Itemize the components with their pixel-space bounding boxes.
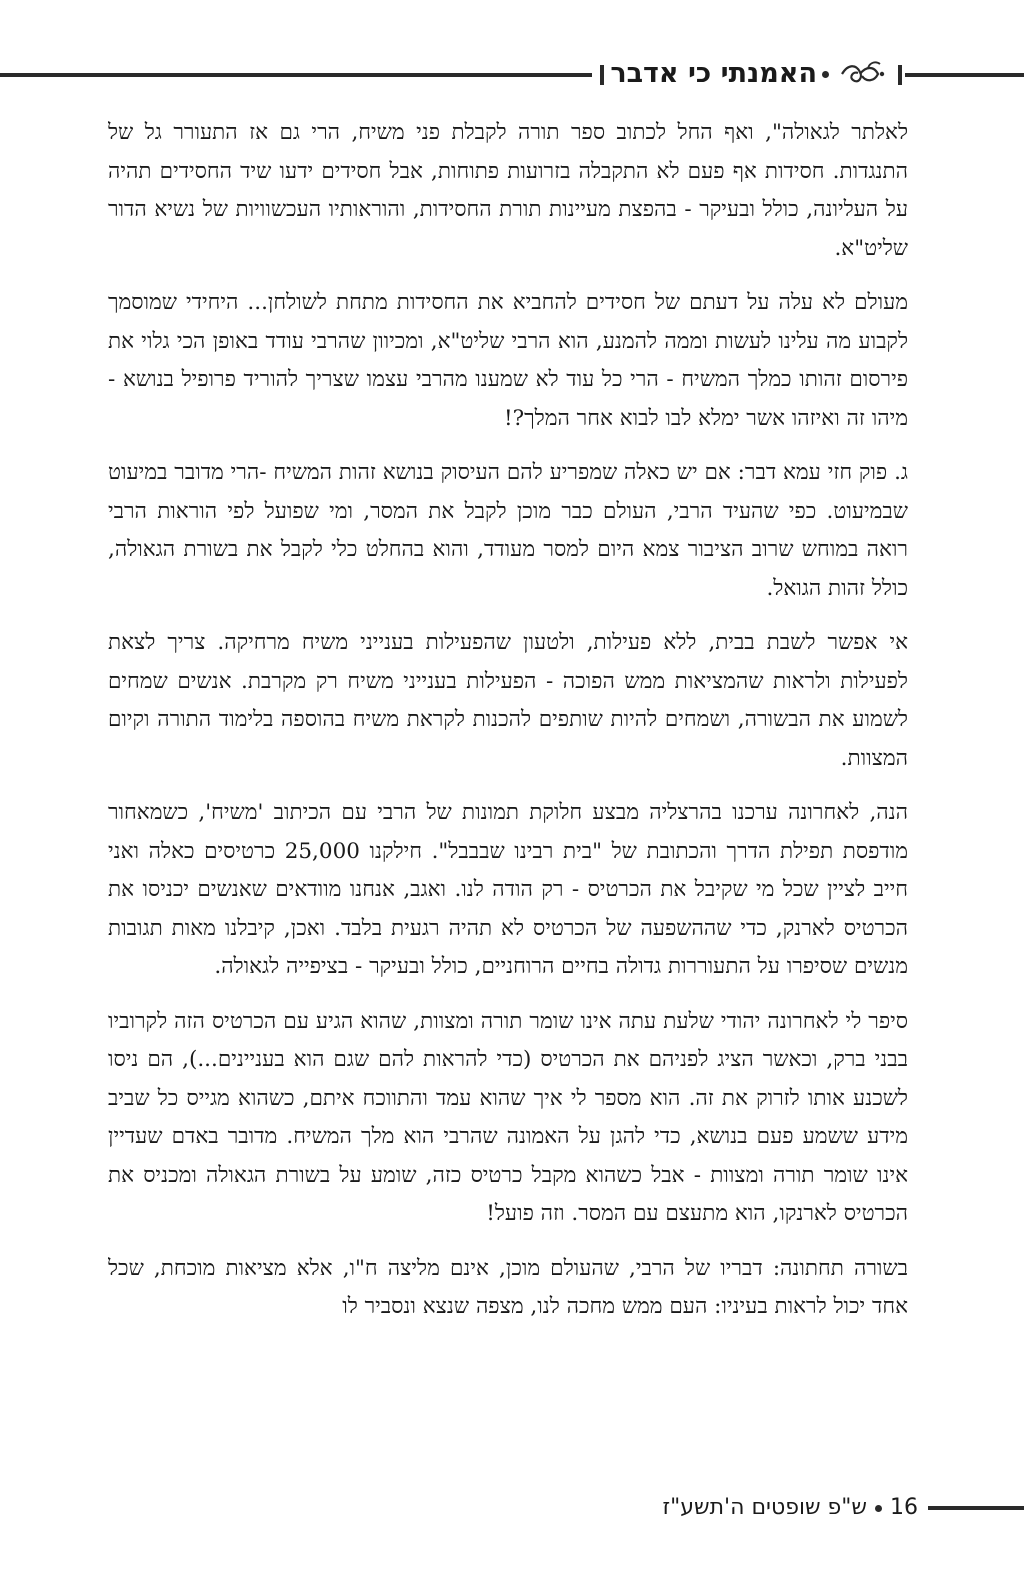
running-header-title: האמנתי כי אדבר: [610, 58, 817, 89]
flourish-ornament-icon: [838, 58, 886, 90]
header-rule-right: [905, 73, 1024, 77]
header-rule-left: [0, 73, 592, 77]
header-rule-start-tick: [898, 65, 902, 85]
running-header: [0, 56, 1024, 92]
paragraph: אי אפשר לשבת בבית, ללא פעילות, ולטעון שהפעילות בענייני משיח מרחיקה. צריך לצאת לפעילות ולראות שהמציאות ממש הפוכה - הפעילות בענייני משיח רק מקרבת. אנשים שמחים לשמוע את הבשורה, ושמחים להיות שותפים להכנות לקראת משיח בהוספה בלימוד התורה וקיום המצוות.: [108, 630, 908, 771]
footer-rule: [928, 1506, 1024, 1510]
header-rule-end-tick: [600, 65, 604, 85]
article-body: [108, 114, 908, 1434]
paragraph: ג. פוק חזי עמא דבר: אם יש כאלה שמפריע להם העיסוק בנושא זהות המשיח -הרי מדובר במיעוט שבמיעוט. כפי שהעיד הרבי, העולם כבר מוכן לקבל את המסר, ומי שפועל לפי הוראות הרבי רואה במוחש שרוב הציבור צמא היום למסר מעודד, והוא בהחלט כלי לקבל את בשורת הגאולה, כולל זהות הגואל.: [108, 460, 908, 601]
paragraph: לאלתר לגאולה", ואף החל לכתוב ספר תורה לקבלת פני משיח, הרי גם אז התעורר גל של התנגדות. חסידות אף פעם לא התקבלה בזרועות פתוחות, אבל חסידים ידעו שיד החסידים תהיה על העליונה, כולל ובעיקר - בהפצת מעיינות תורת החסידות, והוראותיו העכשוויות של נשיא הדור שליט"א.: [108, 120, 908, 261]
footer-text: [600, 1488, 918, 1528]
paragraph: סיפר לי לאחרונה יהודי שלעת עתה אינו שומר תורה ומצוות, שהוא הגיע עם הכרטיס הזה לקרוביו בבני ברק, וכאשר הציג לפניהם את הכרטיס (כדי להראות להם שגם הוא בעניינים...), הם ניסו לשכנע אותו לזרוק את זה. הוא מספר לי איך שהוא עמד והתווכח איתם, כשהוא מגייס כל שביב מידע ששמע פעם בנושא, כדי להגן על האמונה שהרבי הוא מלך המשיח. מדובר באדם שעדיין אינו שומר תורה ומצוות - אבל כשהוא מקבל כרטיס כזה, שומע על בשורת הגאולה ומכניס את הכרטיס לארנקו, הוא מתעצם עם המסר. וזה פועל!: [108, 1008, 908, 1226]
paragraph: הנה, לאחרונה ערכנו בהרצליה מבצע חלוקת תמונות של הרבי עם הכיתוב 'משיח', כשמאחור מודפסת תפילת הדרך והכתובת של "בית רבינו שבבבל". חילקנו 25,000 כרטיסים כאלה ואני חייב לציין שכל מי שקיבל את הכרטיס - רק הודה לנו. ואגב, אנחנו מוודאים שאנשים יכניסו את הכרטיס לארנק, כדי שההשפעה של הכרטיס לא תהיה רגעית בלבד. ואכן, קיבלנו מאות תגובות מנשים שסיפרו על התעוררות גדולה בחיים הרוחניים, כולל ובעיקר - בציפייה לגאולה.: [108, 800, 908, 979]
header-bullet: [822, 71, 829, 78]
paragraph: בשורה תחתונה: דבריו של הרבי, שהעולם מוכן, אינם מליצה ח"ו, אלא מציאות מוכחת, שכל אחד יכול לראות בעיניו: העם ממש מחכה לנו, מצפה שנצא ונסביר לו: [108, 1255, 908, 1319]
footer-bullet: [875, 1505, 882, 1512]
issue-label: ש"פ שופטים ה'תשע"ז: [662, 1495, 867, 1520]
paragraph: מעולם לא עלה על דעתם של חסידים להחביא את החסידות מתחת לשולחן... היחידי שמוסמך לקבוע מה עלינו לעשות וממה להמנע, הוא הרבי שליט"א, ומכיוון שהרבי עודד באופן הכי גלוי את פירסום זהותו כמלך המשיח - הרי כל עוד לא שמענו מהרבי עצמו שצריך להוריד פרופיל בנושא -מיהו זה ואיזהו אשר ימלא לבו לבוא אחר המלך?!: [108, 290, 908, 431]
page-footer: [0, 1488, 1024, 1528]
page-number: 16: [890, 1495, 918, 1520]
